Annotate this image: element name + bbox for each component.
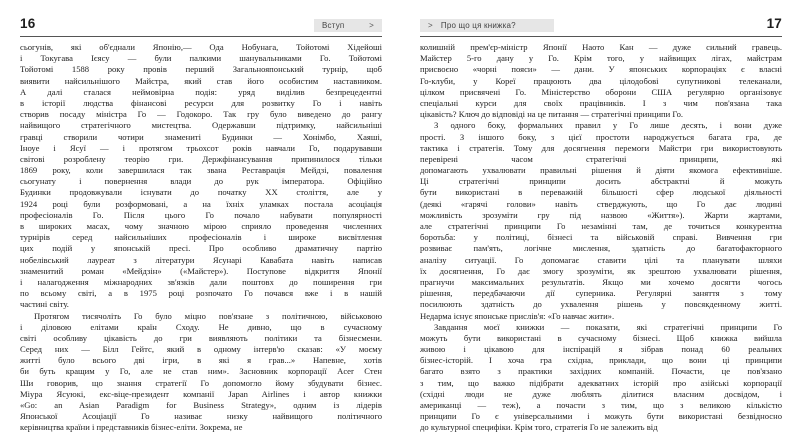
text-line: до культурної специфіки. Крім того, стратегія Го не залежить від xyxy=(420,422,658,433)
chevron-right-icon: > xyxy=(428,21,433,30)
text-line: Майстер 5-го дану у Го. Крім того, у найвищих лігах, майстрам xyxy=(420,53,782,64)
text-line: створив посаду міністра Го — Годокоро. Так гру було виведено до рангу xyxy=(20,109,382,120)
text-line: З одного боку, формальних правил у Го лише десять, і вони дуже xyxy=(434,120,782,131)
text-line: «Go: an Asian Paradigm for Business Strategy», одним із лідерів xyxy=(20,400,382,410)
text-line: багато взято з практики західних компаній. Почасти, це пов'язано xyxy=(420,366,782,377)
header-rule xyxy=(420,36,782,37)
right-page-body-text xyxy=(420,42,782,434)
text-line: присвоєно «чорні пояси» — дани. У японських корпораціях є власні xyxy=(420,64,782,75)
text-line: (деякі «гарячі голови» навіть стверджують, що Го дає людині xyxy=(420,198,782,209)
text-line: і діловою елітами країн Сходу. Не дивно, що в сучасному xyxy=(20,321,382,332)
text-line: (східні люди не дуже люблять ділитися власним досвідом, і xyxy=(420,388,782,399)
text-line: 1869 року, коли завершилася так звана Реставрація Мейдзі, повалення xyxy=(20,165,382,176)
text-line: сьогунату і повернення влади до рук імператора. Офіційно xyxy=(20,176,382,187)
text-line: тактика і стратегія. Тому для досягнення перемоги Майстри гри використовують xyxy=(420,142,782,153)
text-line: Ши говорив, що знання стратегії Го допомогло йому збудувати бізнес. xyxy=(20,377,382,388)
text-line: і Токугава Ієясу — були палкими шанувальниками Го. Тойотомі xyxy=(20,53,382,64)
text-line: 1924 році були розформовані, а на їхніх уламках постала асоціація xyxy=(20,198,382,209)
text-line: керівництва країни і представників бізнес-еліти. Зокрема, не xyxy=(20,422,243,433)
left-page xyxy=(0,0,400,433)
chevron-right-icon: > xyxy=(369,21,374,30)
text-line: прості. З іншого боку, з цієї простоти народжується багата гра, де xyxy=(420,131,782,142)
text-line: світі особливу цікавість до гри виявляють політики та бізнесмени. xyxy=(20,332,382,343)
running-header-title: Про що ця книжка? xyxy=(440,21,516,30)
text-line: бізнес-історій. І хоча гра східна, приклади, що вони ці принципи xyxy=(420,355,782,366)
text-line: по всьому світі, а в 1975 році розпочато Го почався вже і в нашій xyxy=(20,288,382,299)
text-line: можуть бути використані в сучасному бізнесі. Щоб книжка вийшла xyxy=(420,332,782,343)
text-line: Протягом тисячоліть Го було міцно пов'язане з політичною, військовою xyxy=(34,310,382,321)
text-line: виявити найсильнішого Майстра, який став його особистим наставником. xyxy=(20,75,382,86)
text-line: частині світу. xyxy=(20,299,69,310)
text-line: живою і цікавою для інспірацій я зібрав понад 60 реальних xyxy=(420,344,782,355)
right-page-header xyxy=(420,15,782,37)
text-line: цілком присвячені Го. Міністерство оборони США регулярно організовує xyxy=(420,86,782,97)
text-line: американці — теж), а почасти з тим, що з великою кількістю xyxy=(420,400,782,410)
text-line: цікавість? Ключ до відповіді на це питання — стратегічні принципи Го. xyxy=(420,109,684,120)
text-line: рішення, передбачаючи дії суперника. Регулярні заняття з тому xyxy=(420,288,782,299)
text-line: бути використані в переважній більшості сфер людської діяльності xyxy=(420,187,782,198)
text-line: колишній прем'єр-міністр Японії Наото Кан — дуже сильний гравець. xyxy=(420,42,782,52)
text-line: боротьба: у політиці, бізнесі та військовій справі. Вивчення гри xyxy=(420,232,782,243)
text-line: перевірені часом стратегічні принципи, які xyxy=(420,153,782,164)
text-line: світові розроблену теорію гри. Держфінансування припинилося тільки xyxy=(20,153,382,164)
text-line: розвиває пам'ять, логічне мислення, здатність до багатофакторного xyxy=(420,243,782,254)
page-number: 17 xyxy=(766,16,782,31)
text-line: гравці створили чотири знамениті Будинки — Хонімбо, Хаяші, xyxy=(20,131,382,142)
text-line: знаменитий роман «Мейдзін» («Майстер»). Поступове відкриття Японії xyxy=(20,265,382,276)
text-line: Недарма існує японське прислів'я: «Го навчає жити». xyxy=(420,310,615,321)
left-page-header xyxy=(20,15,382,37)
text-line: принципи Го є універсальними і можуть бути використані безвідносно xyxy=(420,411,782,422)
running-header-title: Вступ xyxy=(322,21,345,30)
text-line: сьогунів, які об'єднали Японію,— Ода Нобунага, Тойотомі Хідейоші xyxy=(20,42,382,52)
text-line: житті було всього дві ігри, в які я грав...» Напевне, хотів xyxy=(20,355,382,366)
header-rule xyxy=(20,36,382,37)
text-line: Го-клуби, у Кореї працюють два цілодобові супутникові телеканали, xyxy=(420,75,782,86)
text-line: турнірів серед найсильніших професіоналів і широке висвітлення xyxy=(20,232,382,243)
text-line: Іноуе і Ясуї — і протягом трьохсот років навчали Го, подарувавши xyxy=(20,142,382,153)
text-line: найвищого стратегічного мистецтва. Одержавши підтримку, найсильніші xyxy=(20,120,382,131)
text-line: допомагають ухвалювати правильні рішення й діяти якомога ефективніше. xyxy=(420,165,782,176)
text-line: Серед них — Білл Гейтс, який в одному інтерв'ю сказав: «У моєму xyxy=(20,344,382,355)
text-line: Тойотомі 1588 року провів перший Загальнояпонський турнір, щоб xyxy=(20,64,382,75)
text-line: Ці стратегічні принципи досить абстрактні й можуть xyxy=(420,176,782,187)
text-line: аналізу ситуації. Го допомагає ставити цілі та планувати шляхи xyxy=(420,254,782,265)
text-line: Японської Асоціації Го називає низку найвищого політичного xyxy=(20,411,382,422)
text-line: спеціальні курси для своїх працівників. І з чим пов'язана така xyxy=(420,97,782,108)
text-line: Завдання моєї книжки — показати, які стратегічні принципи Го xyxy=(434,321,782,332)
text-line: можливість зрозуміти гру під назвою «Життя»). Жарти жартами, xyxy=(420,209,782,220)
running-header-box xyxy=(420,19,554,32)
right-page xyxy=(400,0,800,433)
text-line: але стратегічні принципи Го незамінні там, де точиться конкурентна xyxy=(420,221,782,231)
text-line: професіоналів Го. Після цього Го почало набувати популярності xyxy=(20,209,382,220)
text-line: би буть кращим у Го, але не став ним». Засновник корпорації Acer Стен xyxy=(20,366,382,377)
running-header-box xyxy=(314,19,382,32)
text-line: прагнучи максимальних результатів. Якщо ми хочемо досягти чогось xyxy=(420,276,782,287)
page-number: 16 xyxy=(20,16,36,31)
text-line: з тим, що важко підібрати адекватних історій про азійські корпорації xyxy=(420,377,782,388)
text-line: Будинки продовжували існувати до початку XX століття, але у xyxy=(20,187,382,198)
text-line: нобелівський лауреат з літератури Ясунарі Кавабата навіть написав xyxy=(20,254,382,265)
left-page-body-text xyxy=(20,42,382,434)
text-line: цих подій у японській пресі. Про особливо драматичну партію xyxy=(20,243,382,254)
text-line: і налагодження міжнародних зв'язків дали поштовх до поширення гри xyxy=(20,276,382,287)
text-line: їх досягнення, Го дає змогу зрозуміти, як зрештою ухвалювати рішення, xyxy=(420,265,782,276)
text-line: Міура Ясуюкі, екс-віце-президент компанії Japan Airlines і автор книжки xyxy=(20,388,382,399)
text-line: посилюють здатність до ухвалення рішень у повсякденному житті. xyxy=(420,299,782,310)
text-line: в історії людства фінансові ресурси для розвитку Го і навіть xyxy=(20,97,382,108)
text-line: А далі сталася неймовірна подія: уряд виділив безпрецедентні xyxy=(20,86,382,97)
text-line: в широких масах, чому значною мірою сприяло проведення численних xyxy=(20,221,382,231)
